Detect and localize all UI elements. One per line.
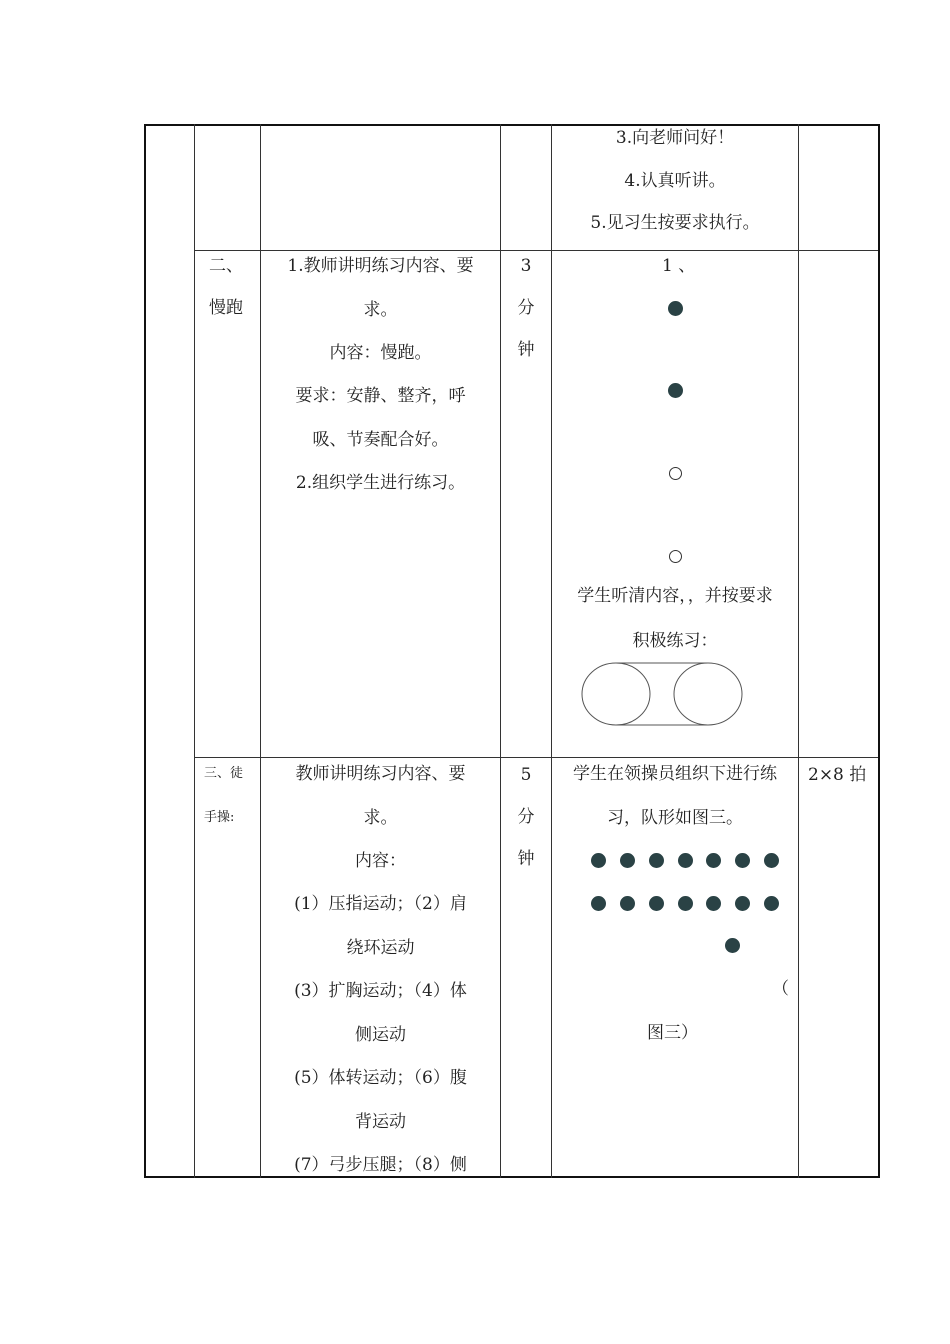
formation-dot-r1-4 [678, 853, 693, 868]
table-left-border [144, 124, 146, 1178]
row2-content-line-5: 吸、节奏配合好。 [312, 430, 449, 450]
formation-dot-r2-7 [764, 896, 779, 911]
row2-time-number: 3 [520, 256, 532, 276]
row-divider-2 [194, 757, 880, 758]
formation-dot-r1-7 [764, 853, 779, 868]
teacher-dot-2 [668, 383, 683, 398]
row1-item-2: 4.认真听讲。 [624, 171, 726, 191]
row2-content-line-1: 1.教师讲明练习内容、要 [287, 256, 474, 276]
table-right-border [878, 124, 880, 1178]
formation-dot-r2-1 [591, 896, 606, 911]
row3-content-line-3: 内容： [355, 851, 406, 871]
row2-org-label: 1 、 [662, 256, 696, 276]
col-divider-2 [260, 124, 261, 1178]
col-divider-1 [194, 124, 195, 1178]
row3-time-unit-2: 钟 [517, 849, 535, 869]
table-bottom-border [145, 1176, 880, 1178]
row2-content-line-6: 2.组织学生进行练习。 [295, 473, 466, 493]
formation-dot-r1-3 [649, 853, 664, 868]
row3-section-title: 手操: [204, 810, 235, 825]
formation-dot-r2-5 [706, 896, 721, 911]
row3-exercise-load: 2×8 拍 [808, 765, 867, 785]
col-divider-3 [500, 124, 501, 1178]
row3-content-line-2: 求。 [363, 808, 398, 828]
row2-time-unit-2: 钟 [517, 340, 535, 360]
formation-dot-r1-5 [706, 853, 721, 868]
col-divider-5 [798, 124, 799, 1178]
row2-content-line-2: 求。 [363, 300, 398, 320]
formation-dot-r2-3 [649, 896, 664, 911]
figure-caption-label: 图三） [647, 1023, 698, 1043]
row1-item-1: 3.向老师问好！ [615, 128, 735, 148]
row2-time-unit-1: 分 [517, 298, 535, 318]
formation-dot-r2-6 [735, 896, 750, 911]
row3-content-line-9: 背运动 [355, 1112, 406, 1132]
figure-caption-open: （ [772, 979, 789, 999]
row3-content-line-8: (5）体转运动；（6）腹 [294, 1068, 467, 1088]
row3-content-line-10: (7）弓步压腿；（8）侧 [294, 1155, 467, 1175]
formation-dot-r1-1 [591, 853, 606, 868]
running-track-diagram [580, 660, 745, 728]
student-ring-2 [669, 550, 682, 563]
row3-org-text-2: 习，队形如图三。 [607, 808, 743, 828]
formation-dot-r2-2 [620, 896, 635, 911]
row3-content-line-1: 教师讲明练习内容、要 [295, 764, 466, 784]
formation-dot-r1-2 [620, 853, 635, 868]
formation-dot-r1-6 [735, 853, 750, 868]
table-top-border [145, 124, 880, 126]
row3-time-unit-1: 分 [517, 807, 535, 827]
col-divider-4 [551, 124, 552, 1178]
row3-time-number: 5 [520, 765, 532, 785]
row2-org-text-1: 学生听清内容，，并按要求 [577, 586, 773, 606]
row1-item-3: 5.见习生按要求执行。 [590, 213, 760, 233]
row3-section-number: 三、徒 [204, 766, 244, 781]
formation-leader-dot [725, 938, 740, 953]
student-ring-1 [669, 467, 682, 480]
row2-content-line-3: 内容：慢跑。 [329, 343, 432, 363]
row3-content-line-5: 绕环运动 [346, 938, 415, 958]
row3-content-line-4: (1）压指运动；（2）肩 [294, 894, 467, 914]
track-loop-right [674, 663, 742, 725]
row3-content-line-6: (3）扩胸运动；（4）体 [294, 981, 467, 1001]
teacher-dot-1 [668, 301, 683, 316]
row2-content-line-4: 要求：安静、整齐，呼 [295, 386, 466, 406]
formation-dot-r2-4 [678, 896, 693, 911]
row3-org-text-1: 学生在领操员组织下进行练 [573, 764, 777, 784]
row-divider-1 [194, 250, 880, 251]
row3-content-line-7: 侧运动 [355, 1025, 406, 1045]
track-loop-left [582, 663, 650, 725]
row2-section-number: 二、 [209, 256, 243, 276]
row2-org-text-2: 积极练习： [632, 631, 718, 651]
row2-section-title: 慢跑 [209, 298, 243, 318]
